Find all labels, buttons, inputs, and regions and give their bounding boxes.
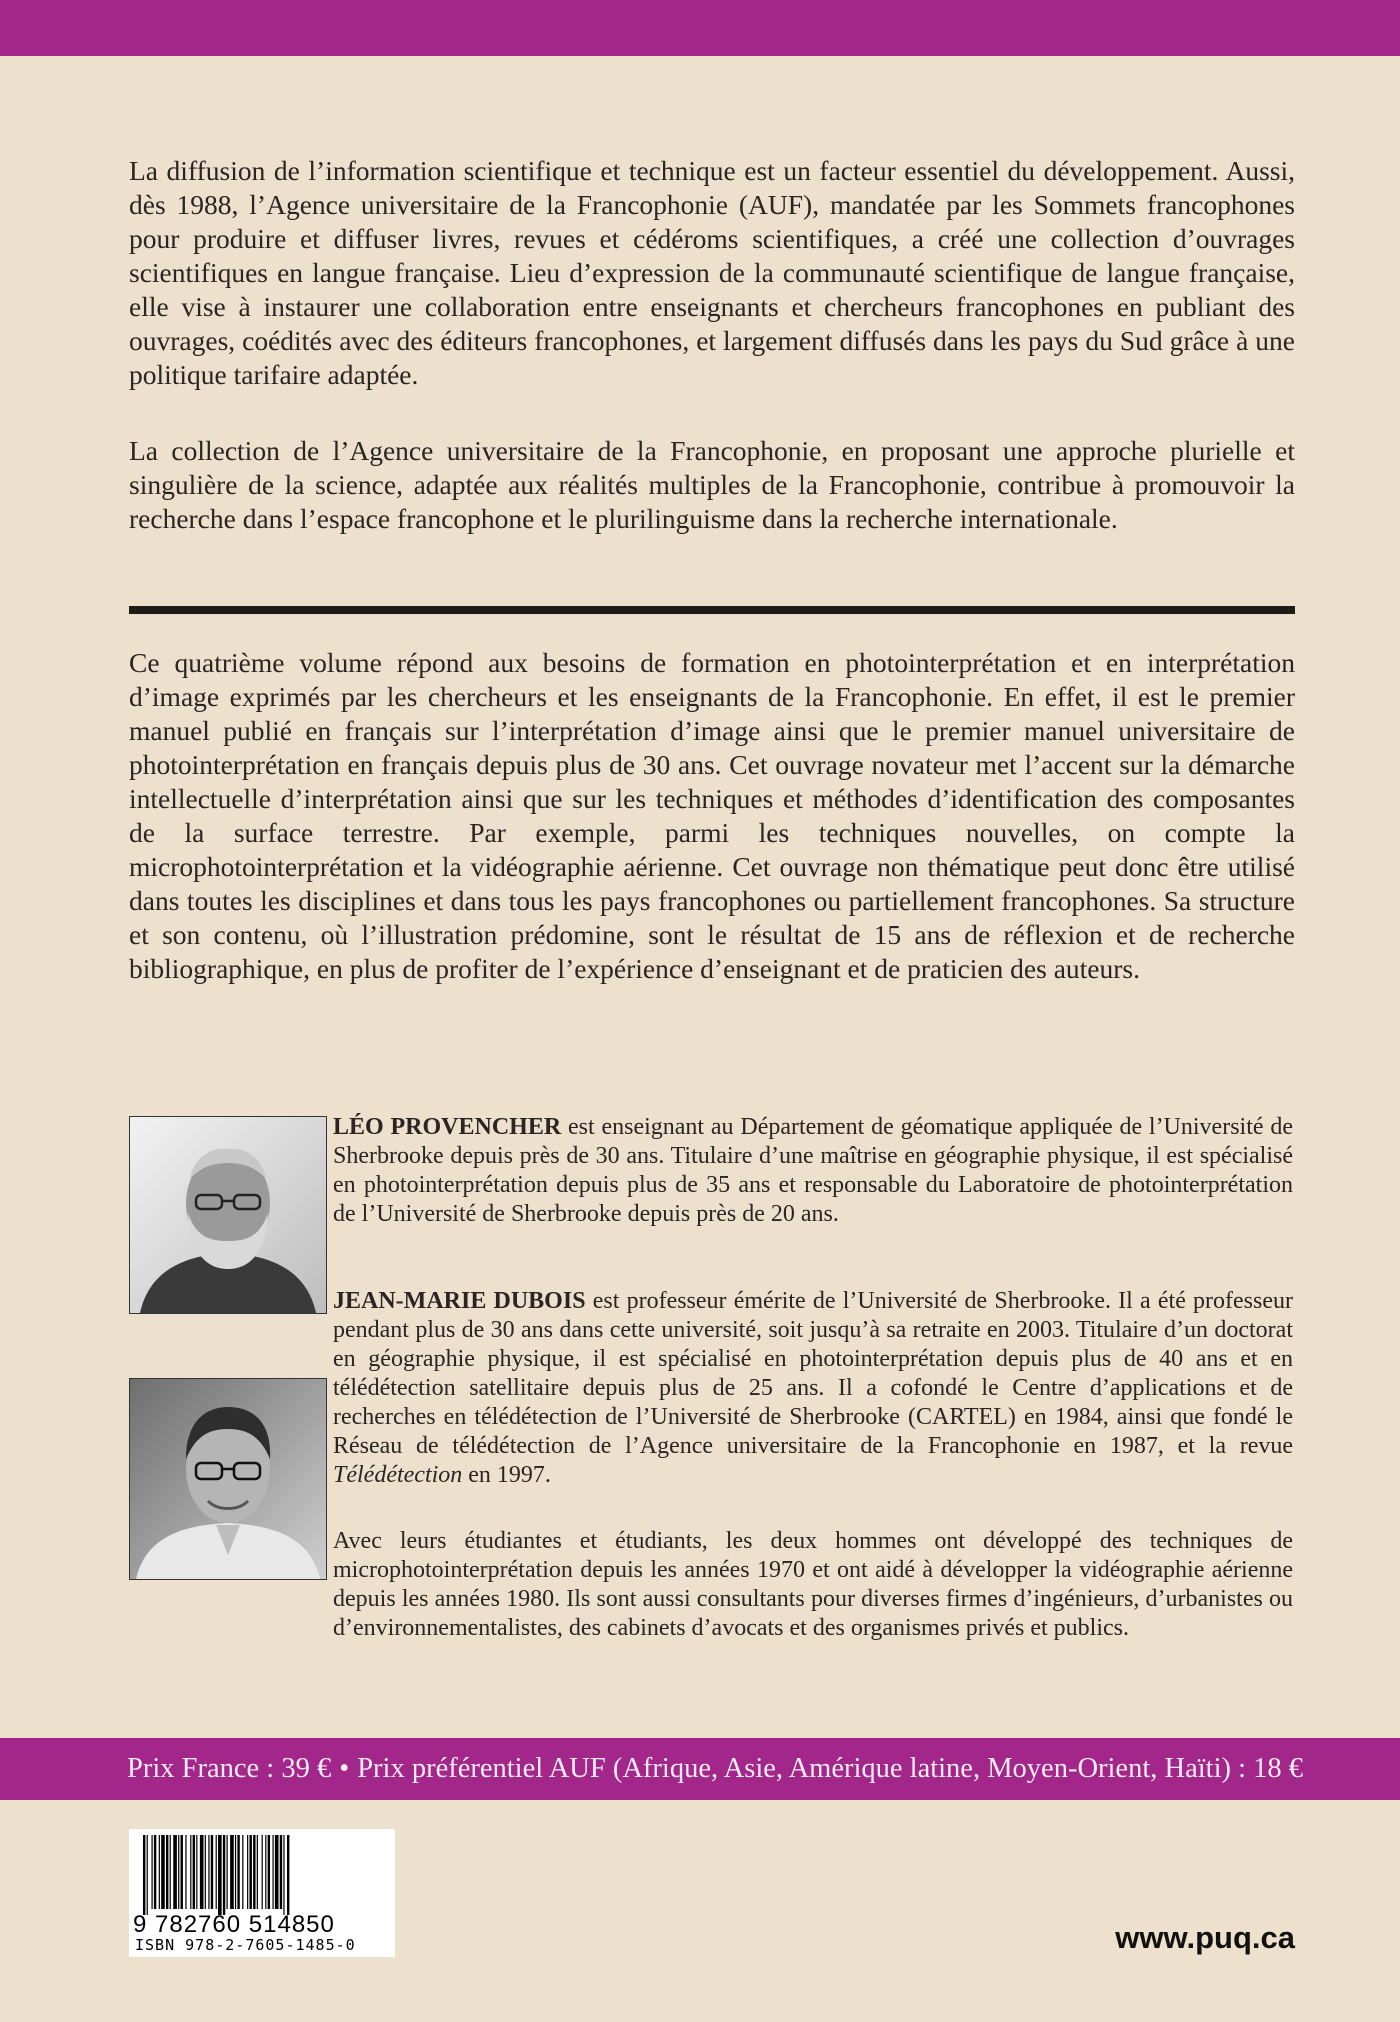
author-bio-dubois bbox=[333, 1287, 1293, 1490]
barcode-bar bbox=[230, 1835, 234, 1909]
barcode-bar bbox=[280, 1835, 282, 1909]
barcode-bar bbox=[154, 1835, 156, 1909]
barcode-bar bbox=[178, 1835, 179, 1909]
barcode-bar bbox=[205, 1835, 206, 1909]
barcode-bar bbox=[170, 1835, 171, 1909]
barcode-bar bbox=[208, 1835, 209, 1909]
barcode-bar bbox=[257, 1835, 258, 1909]
barcode-bar bbox=[265, 1835, 266, 1909]
barcode-bar bbox=[211, 1835, 213, 1909]
publisher-website-link[interactable]: www.puq.ca bbox=[1115, 1920, 1295, 1955]
barcode-bar bbox=[253, 1835, 255, 1909]
section-divider bbox=[129, 606, 1295, 614]
price-auf: Prix préférentiel AUF (Afrique, Asie, Amérique latine, Moyen-Orient, Haïti) : 18 € bbox=[357, 1753, 1304, 1784]
portrait-icon bbox=[130, 1117, 326, 1313]
barcode-bar bbox=[223, 1835, 225, 1915]
isbn-number: ISBN 978-2-7605-1485-0 bbox=[135, 1936, 356, 1954]
barcode-bar bbox=[287, 1835, 289, 1915]
barcode-bar bbox=[161, 1835, 165, 1909]
barcode-bar bbox=[249, 1835, 251, 1909]
author-bio-text-dubois: est professeur émérite de l’Université de Sherbrooke. Il a été professeur pendant plus de 30 ans dans cette université, soit jusqu’à sa retraite en 2003. Titulaire d’un doctorat en géographie physique, il est spécialisé en photointerprétation depuis plus de 40 ans et en télédétection satellitaire depuis plus de 25 ans. Il a cofondé le Centre d’applications et de recherches en télédétection de l’Université de Sherbrooke (CARTEL) en 1984, ainsi que fondé le Réseau de télédétection de l’Agence universitaire de la Francophonie en 1987, et la revue bbox=[333, 1288, 1293, 1459]
barcode-bar bbox=[226, 1835, 227, 1909]
portrait-icon bbox=[130, 1379, 326, 1579]
barcode-digits: 9 782760 514850 bbox=[133, 1911, 335, 1938]
barcode-bar bbox=[166, 1835, 168, 1909]
collection-paragraph-1: La diffusion de l’information scientifique et technique est un facteur essentiel du développement. Aussi, dès 1988, l’Agence universitaire de la Francophonie (AUF), mandatée par les Sommets francophones pour produire et diffuser livres, revues et cédéroms scientifiques, a créé une collection d’ouvrages scientifiques en langue française. Lieu d’expression de la communauté scientifique de langue française, elle vise à instaurer une collaboration entre enseignants et chercheurs francophones en publiant des ouvrages, coédités avec des éditeurs francophones, et largement diffusés dans les pays du Sud grâce à une politique tarifaire adaptée. bbox=[129, 155, 1295, 390]
barcode-bar bbox=[283, 1835, 284, 1915]
top-color-band bbox=[0, 0, 1400, 56]
barcode-bar bbox=[216, 1835, 217, 1909]
barcode-bar bbox=[272, 1835, 273, 1909]
price-band bbox=[0, 1738, 1400, 1800]
barcode-bar bbox=[247, 1835, 248, 1909]
barcode-bar bbox=[147, 1835, 148, 1915]
author-photo-dubois bbox=[129, 1378, 327, 1580]
joint-author-bio: Avec leurs étudiantes et étudiants, les deux hommes ont développé des techniques de microphotointerprétation depuis les années 1970 et ont aidé à développer la vidéographie aérienne depuis les années 1980. Ils sont aussi consultants pour diverses firmes d’ingénieurs, d’urbanistes ou d’environnementalistes, des cabinets d’avocats et des organismes privés et publics. bbox=[333, 1528, 1293, 1641]
collection-paragraph-2: La collection de l’Agence universitaire de la Francophonie, en proposant une approche plurielle et singulière de la science, adaptée aux réalités multiples de la Francophonie, contribue à promouvoir la recherche dans l’espace francophone et le plurilinguisme dans la recherche internationale. bbox=[129, 435, 1295, 534]
isbn-barcode bbox=[129, 1829, 395, 1957]
author-bio-provencher bbox=[333, 1113, 1293, 1229]
author-name-provencher: LÉO PROVENCHER bbox=[333, 1114, 562, 1140]
barcode-bar bbox=[159, 1835, 160, 1909]
barcode-bar bbox=[262, 1835, 263, 1909]
author-photo-provencher bbox=[129, 1116, 327, 1314]
barcode-bar bbox=[173, 1835, 177, 1909]
barcode-bar bbox=[143, 1835, 145, 1915]
barcode-bar bbox=[218, 1835, 222, 1915]
barcode-bar bbox=[190, 1835, 191, 1909]
barcode-bar bbox=[181, 1835, 183, 1909]
barcode-bar bbox=[237, 1835, 239, 1909]
book-description: Ce quatrième volume répond aux besoins de formation en photointerprétation et en interprétation d’image exprimés par les chercheurs et les enseignants de la Francophonie. En effet, il est le premier manuel publié en français sur l’interprétation d’image ainsi que le premier manuel universitaire de photointerprétation en français depuis plus de 30 ans. Cet ouvrage novateur met l’accent sur la démarche intellectuelle d’interprétation ainsi que sur les techniques et méthodes d’identification des composantes de la surface terrestre. Par exemple, parmi les techniques nouvelles, on compte la microphotointerprétation et la vidéographie aérienne. Cet ouvrage non thématique peut donc être utilisé dans toutes les disciplines et dans tous les pays francophones ou partiellement francophones. Sa structure et son contenu, où l’illustration prédomine, sont le résultat de 15 ans de réflexion et de recherche bibliographique, en plus de profiter de l’expérience d’enseignant et de praticien des auteurs. bbox=[129, 647, 1295, 984]
barcode-bars bbox=[143, 1835, 381, 1915]
price-separator: • bbox=[339, 1753, 350, 1784]
author-bio-end-dubois: en 1997. bbox=[462, 1462, 551, 1488]
barcode-bar bbox=[275, 1835, 279, 1909]
barcode-bar bbox=[185, 1835, 186, 1909]
barcode-bar bbox=[235, 1835, 236, 1909]
barcode-bar bbox=[200, 1835, 204, 1909]
barcode-bar bbox=[196, 1835, 197, 1909]
barcode-bar bbox=[193, 1835, 195, 1909]
barcode-bar bbox=[151, 1835, 152, 1909]
journal-title: Télédétection bbox=[333, 1462, 463, 1488]
author-name-dubois: JEAN-MARIE DUBOIS bbox=[333, 1288, 586, 1314]
author-bio-text-provencher: est enseignant au Département de géomatique appliquée de l’Université de Sherbrooke depuis près de 30 ans. Titulaire d’une maîtrise en géographie physique, il est spécialisé en photointerprétation depuis plus de 35 ans et responsable du Laboratoire de photointerprétation de l’Université de Sherbrooke depuis près de 20 ans. bbox=[333, 1114, 1293, 1227]
price-france: Prix France : 39 € bbox=[127, 1753, 332, 1784]
barcode-bar bbox=[242, 1835, 243, 1909]
barcode-bar bbox=[268, 1835, 270, 1909]
